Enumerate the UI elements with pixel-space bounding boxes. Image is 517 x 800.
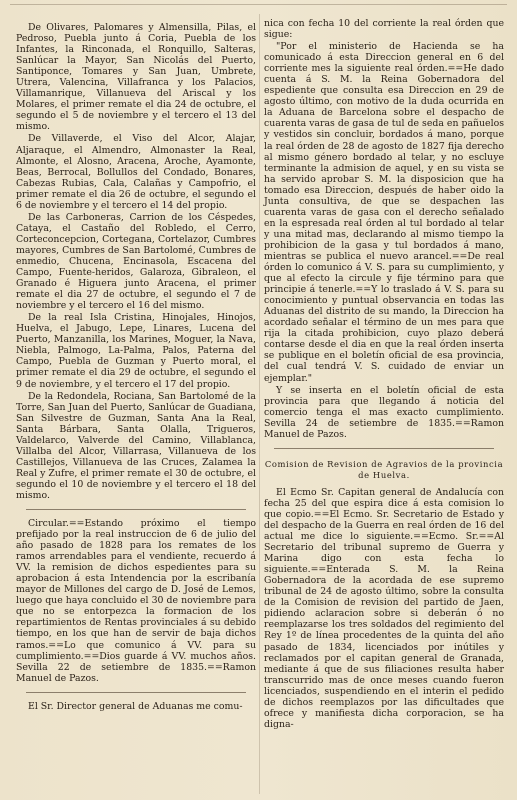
- paragraph-carboneras: De las Carboneras, Carrion de los Céspedes, Cataya, el Castaño del Robledo, el Cerro, Corteconcepcion, Cortegana, Cortelazor, Cumbres mayores, Cumbres de San Bartolomé, Cumbres de enmedio, Chucena, Encinasola, Escacena del Campo, Fuente-heridos, Galaroza, Gibraleon, el Granado é Higuera junto Aracena, el primer remate el dia 27 de octubre, el segundo el 7 de noviembre y el tercero el 16 del mismo.: [16, 211, 256, 312]
- paragraph-continuation: nica con fecha 10 del corriente la real órden que sigue:: [264, 18, 504, 41]
- paragraph-redondela: De la Redondela, Rociana, San Bartolomé de la Torre, San Juan del Puerto, Sanlúcar de Guadiana, San Silvestre de Guzman, Santa Ana la Real, Santa Bárbara, Santa Olalla, Trigueros, Valdelarco, Valverde del Camino, Villablanca, Villalba del Alcor, Villarrasa, Villanueva de los Castillejos, Villanueva de las Cruces, Zalamea la Real y Zufre, el primer remate el 30 de octubre, el segundo el 10 de noviembre y el tercero el 18 del mismo.: [16, 390, 256, 501]
- paragraph-isla-cristina: De la real Isla Cristina, Hinojales, Hinojos, Huelva, el Jabugo, Lepe, Linares, Lucena del Puerto, Manzanilla, los Marines, Moguer, la Nava, Niebla, Palmogo, La-Palma, Palos, Paterna del Campo, Puebla de Guzman y Puerto moral, el primer remate el dia 29 de octubre, el segundo el 9 de noviembre, y el tercero el 17 del propio.: [16, 312, 256, 390]
- section-divider: [274, 448, 494, 449]
- paragraph-capitan-general: El Ecmo Sr. Capitan general de Andalucía con fecha 25 del que espira dice á esta comision lo que copio.==El Ecmo. Sr. Secretario de Estado y del despacho de la Guerra en real órden de 16 del actual me dice lo siguiente.==Ecmo. Sr.==Al Secretario del tribunal supremo de Guerra y Marina digo con esta fecha lo siguiente.==Enterada S. M. la Reina Gobernadora de la acordada de ese supremo tribunal de 24 de agosto último, sobre la consulta de la Comision de revision del partido de Jaen, pidiendo aclaracion sobre si deberán ó no reemplazarse los tres soldados del regimiento del Rey 1º de línea procedentes de la quinta del año pasado de 1834, licenciados por inútiles y reclamados por el capitan general de Granada, mediante á que de sus filiaciones resulta haber transcurrido mas de once meses cuando fueron licenciados, suspendiendo en el interin el pedido de dichos reemplazos por las dificultades que ofrece y manifiesta dicha corporacion, se ha digna-: [264, 486, 504, 730]
- paragraph-boletin-insert: Y se inserta en el boletín oficial de esta provincia para que llegando á noticia del comercio tenga el mas exacto cumplimiento. Sevilla 24 de setiembre de 1835.==Ramon Manuel de Pazos.: [264, 384, 504, 440]
- top-rule: [10, 4, 507, 5]
- section-divider: [26, 692, 246, 693]
- section-divider: [26, 509, 246, 510]
- section-heading: Comision de Revision de Agravios de la provincia de Huelva.: [264, 458, 504, 480]
- column-separator: [259, 14, 260, 794]
- paragraph-villaverde: De Villaverde, el Viso del Alcor, Alajar, Aljaraque, el Almendro, Almonaster la Real, Almonte, el Alosno, Aracena, Aroche, Ayamonte, Beas, Berrocal, Bollullos del Condado, Bonares, Cabezas Rubias, Cala, Calañas y Campofrio, el primer remate el dia 26 de octubre, el segundo el 6 de noviembre y el tercero el 14 del propio.: [16, 133, 256, 211]
- paragraph-olivares: De Olivares, Palomares y Almensilla, Pilas, el Pedroso, Puebla junto á Coria, Puebla de los Infantes, la Rinconada, el Ronquillo, Salteras, Sanlúcar la Mayor, San Nicolás del Puerto, Santiponce, Tomares y San Juan, Umbrete, Utrera, Valencina, Villafranca y los Palacios, Villamanrique, Villanueva del Ariscal y los Molares, el primer remate el dia 24 de octubre, el segundo el 5 de noviembre y el tercero el 13 del mismo.: [16, 22, 256, 133]
- right-column: [264, 18, 504, 731]
- left-column: [16, 22, 256, 713]
- paragraph-director-aduanas: El Sr. Director general de Aduanas me comu-: [28, 700, 243, 712]
- paragraph-circular: Circular.==Estando próximo el tiempo prefijado por la real instruccion de 6 de julio del año pasado de 1828 para los remates de los ramos arrendables para el vendiente, recuerdo á VV. la remision de dichos espedientes para su aprobacion á esta Intendencia por la escribanía mayor de Millones del cargo de D. José de Lemos, luego que haya concluido el 30 de noviembre para que no se entorpezca la formacion de los repartimientos de Rentas provinciales á su debido tiempo, en los que han de servir de baja dichos ramos.==Lo que comunico á VV. para su cumplimiento.==Dios guarde á VV. muchos años. Sevilla 22 de setiembre de 1835.==Ramon Manuel de Pazos.: [16, 518, 256, 684]
- paragraph-hacienda-order: "Por el ministerio de Hacienda se ha comunicado á esta Direccion general en 6 del corriente mes la siguiente real órden.==He dado cuenta á S. M. la Reina Gobernadora del espediente que consulta esa Direccion en 29 de agosto último, con motivo de la duda ocurrida en la Aduana de Barcelona sobre el despacho de cuarenta varas de gasa de tul de seda en pañuelos y vestidos sin concluir, bordados á mano, porque la real órden de 28 de agosto de 1827 fija derecho al mismo género bordado al telar, y no escluye terminante la admision de aquel, y en su vista se ha servido aprobar S. M. la disposicion que ha tomado esa Direccion, después de haber oido la Junta consultiva, de que se despachen las cuarenta varas de gasa con el derecho señalado en la espresada real órden al tul bordado al telar y una mitad mas, declarando al mismo tiempo la prohibicion de la gasa y tul bordados á mano, mientras se publica el nuevo arancel.==De real órden lo comunico á V. S. para su cumplimiento, y que al efecto la circule y fije término para que principie á tenerle.==Y lo traslado á V. S. para su conocimiento y puntual observancia en todas las Aduanas del distrito de su mando, la Direccion ha acordado señalar el término de un mes para que rija la citada prohibicion, cuyo plazo deberá contarse desde el dia en que la real órden inserta se publique en el boletín oficial de esa provincia, del cual tendrá V. S. cuidado de enviar un ejemplar.": [264, 41, 504, 384]
